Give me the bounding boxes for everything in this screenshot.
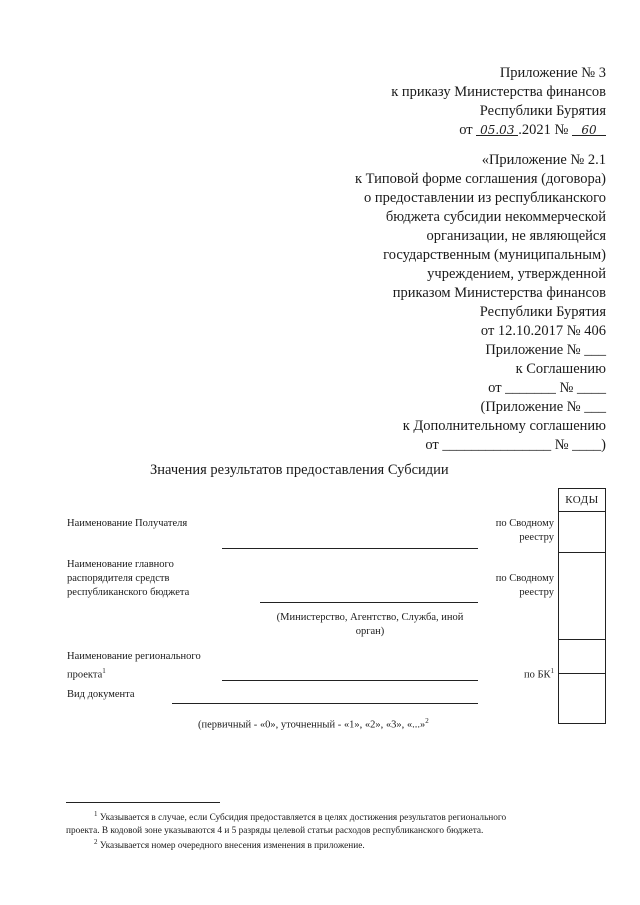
bk-label: по БК	[523, 669, 551, 681]
project-label-line-2: проекта	[67, 669, 103, 681]
manager-label-line-2: распорядителя средств	[67, 573, 170, 584]
appendix-2-1-line: государственным (муниципальным)	[383, 247, 606, 263]
agreement-block	[403, 341, 606, 455]
bk-label-wrap	[470, 664, 554, 683]
code-cell-recipient[interactable]	[559, 512, 605, 553]
appendix-3-date-line	[391, 121, 606, 140]
codes-table	[558, 488, 606, 724]
project-footnote-ref: 1	[102, 667, 106, 675]
project-field[interactable]	[222, 680, 478, 681]
appendix-3-order: к приказу Министерства финансов	[391, 84, 606, 100]
agreement-ref: к Соглашению	[515, 361, 606, 377]
recipient-field[interactable]	[222, 548, 478, 549]
appendix-2-1-line: «Приложение № 2.1	[481, 152, 606, 168]
appendix-2-1-line: приказом Министерства финансов	[392, 285, 606, 301]
doctype-field[interactable]	[172, 703, 478, 704]
manager-field[interactable]	[260, 602, 478, 603]
footnote-1-text-a: Указывается в случае, если Субсидия предоставляется в целях достижения результатов регионального	[99, 813, 507, 824]
doctype-hint-wrap	[198, 714, 429, 733]
footnote-2-mark: 2	[94, 838, 98, 846]
registry-label-2	[470, 572, 554, 600]
date-prefix: от	[459, 122, 473, 138]
doctype-label: Вид документа	[67, 689, 135, 700]
code-cell-manager[interactable]	[559, 553, 605, 640]
handwritten-number: 60	[572, 121, 606, 136]
footnote-2-text: Указывается номер очередного внесения изменения в приложение.	[99, 841, 365, 852]
manager-label-line-1: Наименование главного	[67, 559, 174, 570]
footnote-2	[94, 836, 606, 853]
recipient-label: Наименование Получателя	[67, 518, 188, 529]
footnote-1-mark: 1	[94, 810, 98, 818]
manager-label	[67, 558, 189, 600]
additional-appendix: (Приложение № ___	[480, 399, 606, 415]
project-label-line-1: Наименование регионального	[67, 651, 201, 662]
agreement-appendix: Приложение № ___	[485, 342, 606, 358]
registry-label-1	[470, 517, 554, 545]
project-label	[67, 650, 201, 683]
registry-label-1-line-b: реестру	[519, 532, 554, 543]
appendix-2-1-line: бюджета субсидии некоммерческой	[385, 209, 606, 225]
doctype-hint: (первичный - «0», уточненный - «1», «2», «3», «...»	[198, 719, 426, 731]
doctype-footnote-ref: 2	[425, 717, 429, 725]
manager-hint	[258, 611, 482, 639]
footnote-separator	[66, 802, 220, 803]
registry-label-2-line-b: реестру	[519, 587, 554, 598]
manager-hint-line-2: орган)	[355, 626, 385, 637]
appendix-2-1-line: о предоставлении из республиканского	[363, 190, 606, 206]
appendix-2-1-line: от 12.10.2017 № 406	[480, 323, 606, 339]
appendix-2-1-line: учреждением, утвержденной	[427, 266, 606, 282]
appendix-3-title: Приложение № 3	[499, 65, 606, 81]
codes-header: КОДЫ	[559, 489, 605, 512]
footnote-1-text-b: проекта. В кодовой зоне указываются 4 и 5 разряды целевой статьи расходов республиканского бюджета.	[66, 826, 484, 837]
appendix-3-header	[391, 64, 606, 140]
bk-footnote-ref: 1	[550, 667, 554, 675]
form-title: Значения результатов предоставления Субсидии	[150, 462, 449, 478]
appendix-2-1-line: к Типовой форме соглашения (договора)	[354, 171, 606, 187]
agreement-date: от _______ № ____	[488, 380, 606, 396]
registry-label-1-line-a: по Сводному	[495, 518, 554, 529]
code-cell-doctype[interactable]	[559, 674, 605, 723]
manager-hint-line-1: (Министерство, Агентство, Служба, иной	[276, 612, 464, 623]
appendix-3-republic: Республики Бурятия	[479, 103, 606, 119]
additional-agreement-ref: к Дополнительному соглашению	[402, 418, 606, 434]
handwritten-date: 05.03	[476, 121, 518, 136]
appendix-2-1-line: Республики Бурятия	[479, 304, 606, 320]
code-cell-bk[interactable]	[559, 640, 605, 674]
appendix-2-1-block	[355, 151, 606, 341]
registry-label-2-line-a: по Сводному	[495, 573, 554, 584]
additional-agreement-date: от _______________ № ____)	[425, 437, 606, 453]
date-year: .2021 №	[518, 122, 569, 138]
appendix-2-1-line: организации, не являющейся	[426, 228, 606, 244]
footnote-1	[66, 808, 606, 838]
manager-label-line-3: республиканского бюджета	[67, 587, 190, 598]
